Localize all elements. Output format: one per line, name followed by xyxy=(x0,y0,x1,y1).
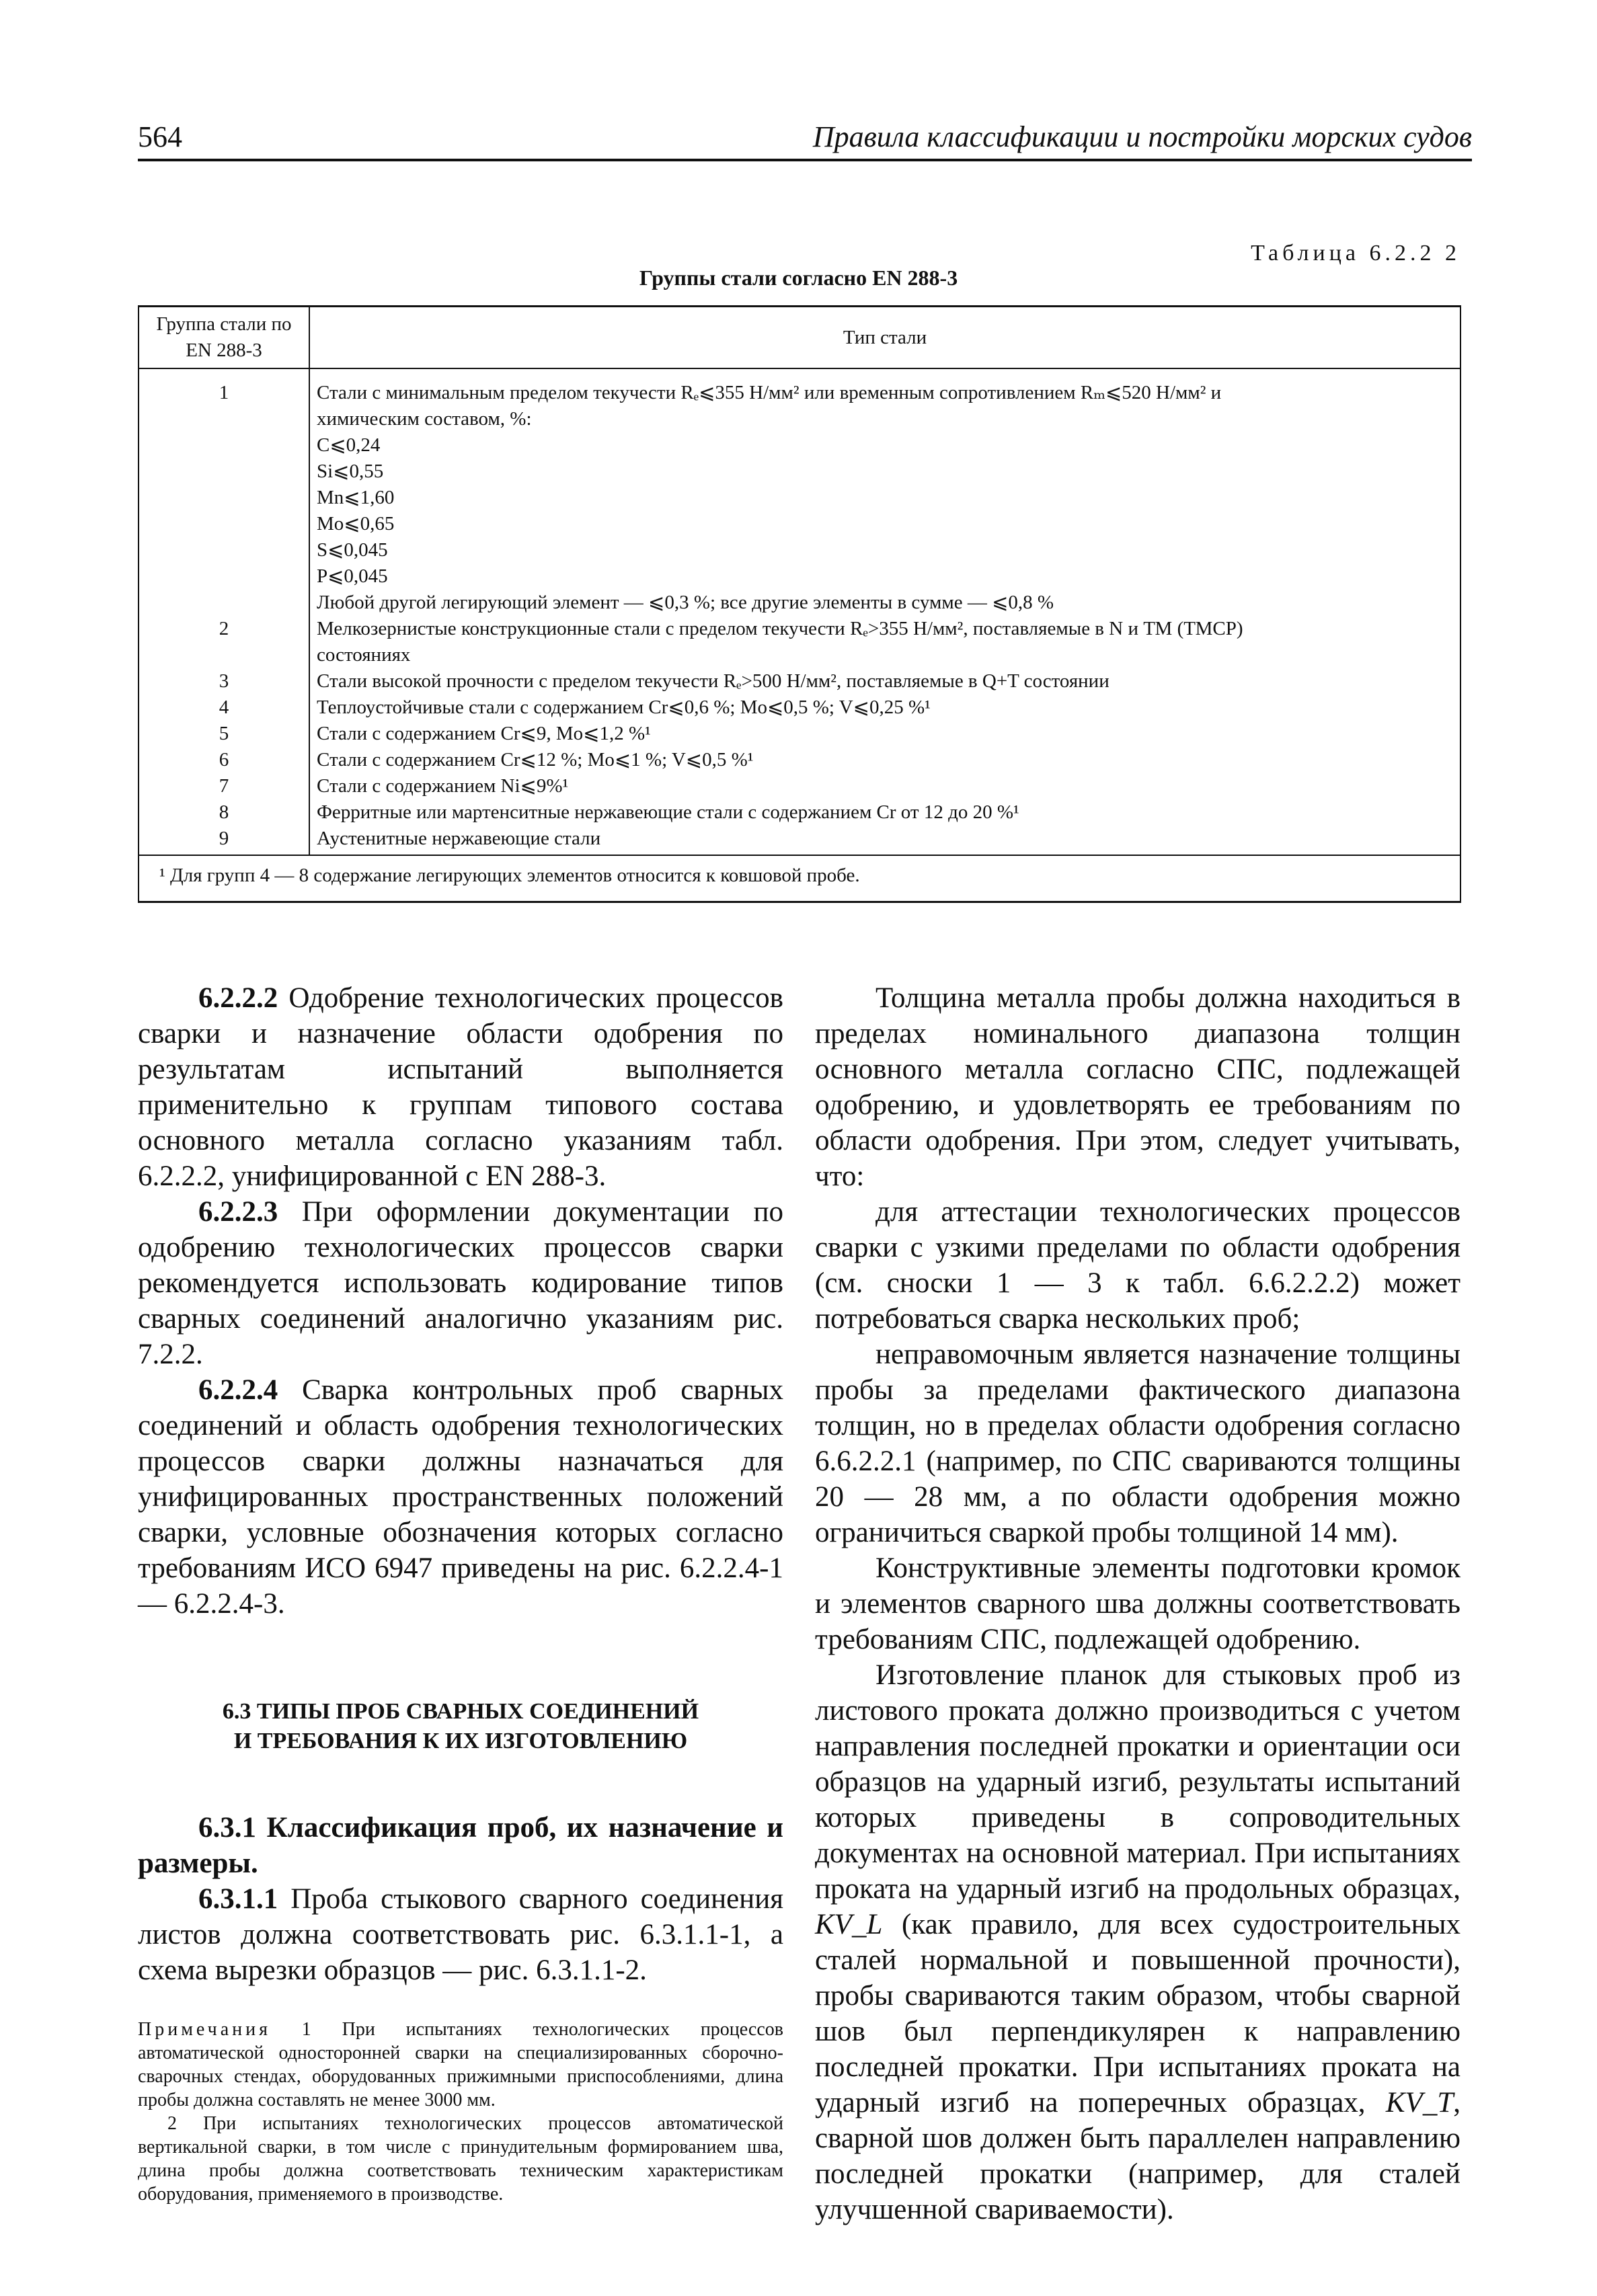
description-line: состояниях xyxy=(317,644,411,666)
paragraph-text: Сварка контрольных проб сварных соединений и область одобрения технологических процессов сварки должны назначаться для унифицированных пространственных положений сварки, условные обозначения которых согласно требованиям ИСО 6947 приведены на рис. 6.2.2.4-1 — 6.2.2.4-3. xyxy=(138,1374,783,1620)
section-heading-line: 6.3 ТИПЫ ПРОБ СВАРНЫХ СОЕДИНЕНИЙ xyxy=(222,1699,699,1724)
header-rule xyxy=(138,159,1472,161)
clause-number: 6.3.1.1 xyxy=(198,1883,278,1915)
description-line: Любой другой легирующий элемент — ⩽0,3 %; все другие элементы в сумме — ⩽0,8 % xyxy=(317,592,1054,613)
steel-group-number: 8 xyxy=(139,799,309,826)
steel-groups-table xyxy=(138,305,1461,903)
paragraph-text: Одобрение технологических процессов сварки и назначение области одобрения по результатам испытаний выполняется применительно к группам типового состава основного металла согласно указаниям табл. 6.2.2.2, унифицированной с EN 288-3. xyxy=(138,982,783,1192)
paragraph xyxy=(815,1657,1460,2227)
description-line: P⩽0,045 xyxy=(317,565,388,587)
paragraph-6-2-2-2 xyxy=(138,980,783,1194)
table-row xyxy=(139,721,1460,747)
description-line: Стали с содержанием Cr⩽9, Mo⩽1,2 %¹ xyxy=(317,723,651,744)
description-line: Mo⩽0,65 xyxy=(317,513,395,535)
description-line: Мелкозернистые конструкционные стали с пределом текучести Rₑ>355 Н/мм², поставляемые в N и ТМ (ТМСР) xyxy=(317,618,1243,639)
table-row xyxy=(139,616,1460,668)
steel-type-description xyxy=(309,747,1460,773)
description-line: Mn⩽1,60 xyxy=(317,487,395,508)
clause-number: 6.2.2.2 xyxy=(198,982,278,1014)
paragraph-text: При оформлении документации по одобрению технологических процессов сварки рекомендуется использовать кодирование типов сварных соединений аналогично указаниям рис. 7.2.2. xyxy=(138,1196,783,1370)
description-line: Аустенитные нержавеющие стали xyxy=(317,828,601,849)
paragraph: Толщина металла пробы должна находиться в пределах номинального диапазона толщин основного металла согласно СПС, подлежащей одобрению, и удовлетворять ее требованиям по области одобрения. При этом, следует учитывать, что: xyxy=(815,982,1460,1192)
table-row xyxy=(139,773,1460,799)
description-line: C⩽0,24 xyxy=(317,434,381,456)
table-row xyxy=(139,368,1460,616)
note-2: 2 При испытаниях технологических процессов автоматической вертикальной сварки, в том числе с принудительным формированием шва, длина пробы должна соответствовать техническим характеристикам оборудования, применяемого в производстве. xyxy=(138,2113,783,2205)
paragraph-text: (как правило, для всех судостроительных сталей нормальной и повышенной прочности), пробы свариваются таким образом, чтобы сварной шов был перпендикулярен к направлению последней прокатки. При испытаниях проката на ударный изгиб на поперечных образцах, xyxy=(815,1909,1460,2119)
notes-label: Примечания xyxy=(138,2019,272,2040)
steel-group-number: 4 xyxy=(139,695,309,721)
page-number: 564 xyxy=(138,120,182,153)
steel-group-number: 3 xyxy=(139,668,309,695)
table-footnote: ¹ Для групп 4 — 8 содержание легирующих элементов относится к ковшовой пробе. xyxy=(139,855,1460,902)
table-label: Таблица 6.2.2 2 xyxy=(1251,241,1460,266)
paragraph-6-2-2-4 xyxy=(138,1372,783,1622)
steel-type-description xyxy=(309,668,1460,695)
type-column-header: Тип стали xyxy=(309,307,1460,369)
note-1 xyxy=(138,2018,783,2112)
paragraph-text: , сварной шов должен быть параллелен направлению последней прокатки (например, для сталей улучшенной свариваемости). xyxy=(815,2087,1460,2225)
table-title: Группы стали согласно EN 288-3 xyxy=(639,266,958,290)
section-heading xyxy=(138,1697,783,1756)
section-heading-line: И ТРЕБОВАНИЯ К ИХ ИЗГОТОВЛЕНИЮ xyxy=(233,1729,688,1753)
table-footnote-row xyxy=(139,855,1460,902)
paragraph-text: Изготовление планок для стыковых проб из листового проката должно производиться с учетом направления последней прокатки и ориентации оси образцов на ударный изгиб, результаты испытаний которых приведены в сопроводительных документах на основной материал. При испытаниях проката на ударный изгиб на продольных образцах, xyxy=(815,1659,1460,1905)
paragraph: для аттестации технологических процессов сварки с узкими пределами по области одобрения (см. сноски 1 — 3 к табл. 6.6.2.2.2) может потребоваться сварка нескольких проб; xyxy=(815,1196,1460,1335)
description-line: Теплоустойчивые стали с содержанием Cr⩽0,6 %; Mo⩽0,5 %; V⩽0,25 %¹ xyxy=(317,697,931,718)
table-row xyxy=(139,668,1460,695)
steel-type-description xyxy=(309,695,1460,721)
table-body xyxy=(139,368,1460,855)
subsection-heading: 6.3.1 Классификация проб, их назначение и размеры. xyxy=(138,1812,783,1879)
steel-group-number: 7 xyxy=(139,773,309,799)
kv-transverse-symbol: KV_T xyxy=(1385,2087,1454,2119)
steel-group-number: 1 xyxy=(139,368,309,616)
paragraph-6-2-2-3 xyxy=(138,1194,783,1372)
steel-type-description xyxy=(309,721,1460,747)
description-line: химическим составом, %: xyxy=(317,408,532,430)
note-text: 1 При испытаниях технологических процессов автоматической односторонней сварки на специализированных сборочно-сварочных стендах, оборудованных прижимными приспособлениями, длина пробы должна составлять не менее 3000 мм. xyxy=(138,2019,783,2110)
right-column xyxy=(815,980,1460,2227)
description-line: Стали с минимальным пределом текучести Rₑ⩽355 Н/мм² или временным сопротивлением Rₘ⩽520 Н/мм² и xyxy=(317,382,1222,403)
steel-type-description xyxy=(309,368,1460,616)
group-column-header: Группа стали по EN 288-3 xyxy=(139,307,309,369)
left-column xyxy=(138,980,783,2206)
clause-number: 6.2.2.3 xyxy=(198,1196,278,1228)
description-line: S⩽0,045 xyxy=(317,539,388,561)
paragraph-6-3-1-1 xyxy=(138,1881,783,1988)
table-row xyxy=(139,799,1460,826)
description-line: Стали высокой прочности с пределом текучести Rₑ>500 Н/мм², поставляемые в Q+T состоянии xyxy=(317,670,1109,692)
description-line: Стали с содержанием Cr⩽12 %; Mo⩽1 %; V⩽0,5 %¹ xyxy=(317,749,754,770)
description-line: Ферритные или мартенситные нержавеющие стали с содержанием Cr от 12 до 20 %¹ xyxy=(317,801,1019,823)
steel-group-number: 6 xyxy=(139,747,309,773)
paragraph: Конструктивные элементы подготовки кромок и элементов сварного шва должны соответствовать требованиям СПС, подлежащей одобрению. xyxy=(815,1552,1460,1655)
kv-longitudinal-symbol: KV_L xyxy=(815,1909,883,1940)
table-row xyxy=(139,826,1460,855)
steel-type-description xyxy=(309,826,1460,855)
steel-type-description xyxy=(309,773,1460,799)
paragraph-text: Проба стыкового сварного соединения листов должна соответствовать рис. 6.3.1.1-1, а схема вырезки образцов — рис. 6.3.1.1-2. xyxy=(138,1883,783,1986)
steel-group-number: 9 xyxy=(139,826,309,855)
table-header-row xyxy=(139,307,1460,369)
steel-type-description xyxy=(309,616,1460,668)
running-title: Правила классификации и постройки морских судов xyxy=(812,120,1472,153)
description-line: Si⩽0,55 xyxy=(317,461,384,482)
steel-group-number: 2 xyxy=(139,616,309,668)
table-row xyxy=(139,695,1460,721)
steel-group-number: 5 xyxy=(139,721,309,747)
description-line: Стали с содержанием Ni⩽9%¹ xyxy=(317,775,569,797)
clause-number: 6.2.2.4 xyxy=(198,1374,278,1406)
steel-type-description xyxy=(309,799,1460,826)
table-row xyxy=(139,747,1460,773)
paragraph: неправомочным является назначение толщины пробы за пределами фактического диапазона толщин, но в пределах области одобрения согласно 6.6.2.2.1 (например, по СПС свариваются толщины 20 — 28 мм, а по области одобрения можно ограничиться сваркой пробы толщиной 14 мм). xyxy=(815,1339,1460,1548)
